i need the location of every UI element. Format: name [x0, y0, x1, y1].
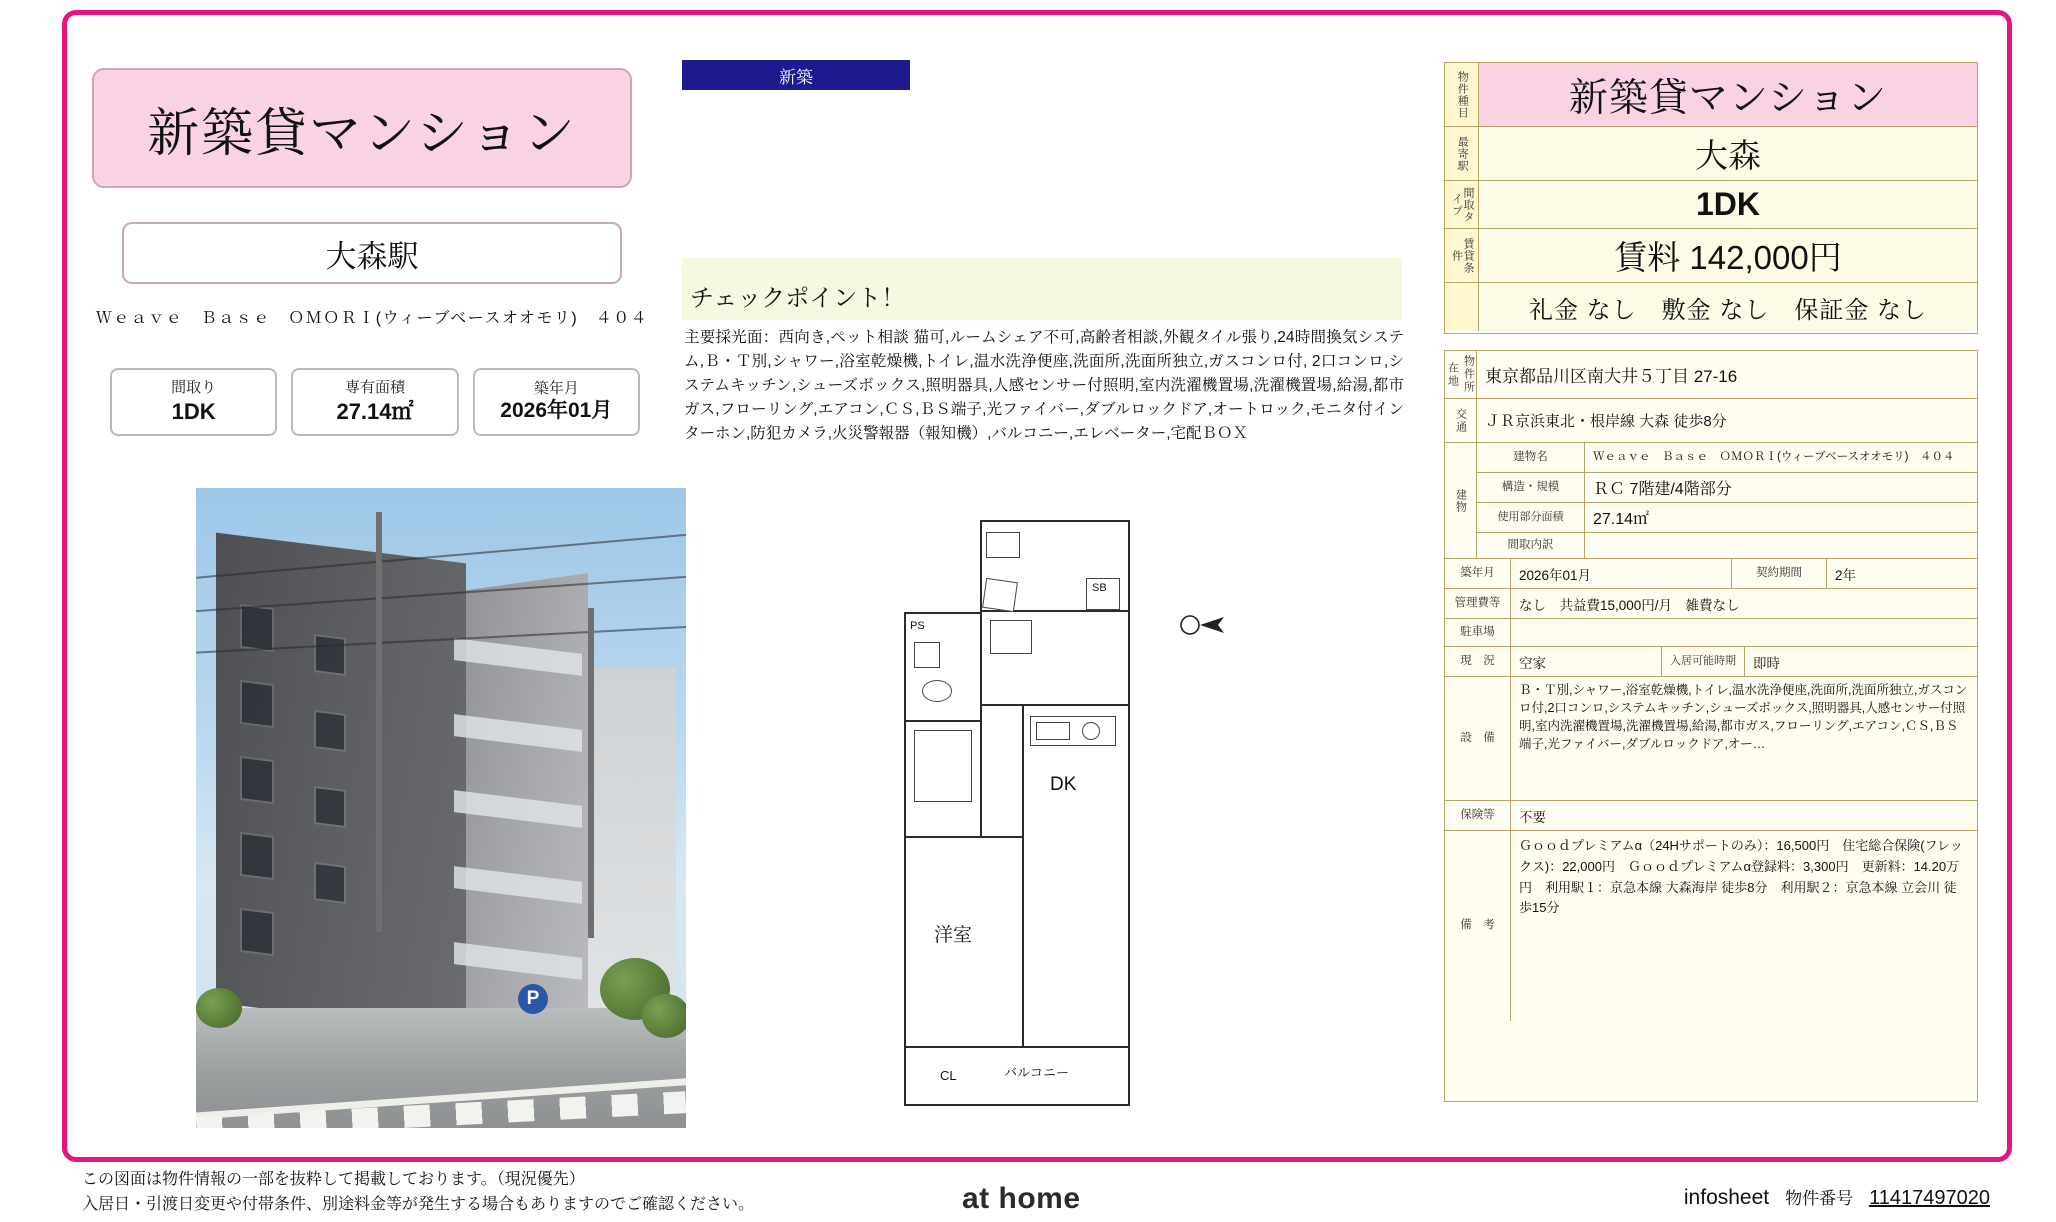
floorplan-toilet: [986, 532, 1020, 558]
floorplan-dk-zone: [1022, 704, 1130, 1048]
details-value-movein: 即時: [1753, 655, 1780, 671]
details-area-row: [1477, 503, 1977, 533]
summary-row-rent: [1445, 229, 1977, 283]
photo-window: [242, 606, 272, 650]
disclaimer: [82, 1168, 982, 1218]
compass-icon: [1174, 608, 1226, 642]
summary-value-type: 新築貸マンション: [1479, 63, 1977, 126]
summary-head-station: 最寄駅: [1445, 127, 1479, 180]
summary-table: [1444, 62, 1978, 334]
photo-window: [316, 864, 344, 901]
photo-window: [242, 758, 272, 802]
summary-row-layout: [1445, 181, 1977, 229]
checkpoint-body: 主要採光面：西向き,ペット相談 猫可,ルームシェア不可,高齢者相談,外観タイル張り,24時間換気システム,Ｂ・Ｔ別,シャワー,浴室乾燥機,トイレ,温水洗浄便座,洗面所,洗面所独立,ガスコンロ付, 2口コンロ,システムキッチン,シューズボックス,照明器具,人感センサー付照明,室内洗濯機置場,洗濯機置場,給湯,都市ガス,フローリング,エアコン,ＣＳ,ＢＳ端子,光ファイバー,ダブルロックドア,オートロック,モニタ付インターホン,防犯カメラ,火災警報器（報知機）,バルコニー,エレベーター,宅配ＢＯＸ: [684, 329, 1404, 443]
details-value-address: 東京都品川区南大井５丁目 27-16: [1485, 367, 1738, 386]
details-head-address: 物件所在地: [1445, 351, 1477, 398]
floorplan-entry-door: [982, 578, 1018, 612]
new-construction-tag: 新築: [682, 60, 910, 90]
details-label-building-name: 建物名: [1477, 443, 1585, 472]
summary-row-station: [1445, 127, 1977, 181]
photo-window: [242, 910, 272, 954]
photo-window: [242, 834, 272, 878]
details-label-status: 現 況: [1445, 647, 1511, 676]
details-value-access: ＪＲ京浜東北・根岸線 大森 徒歩8分: [1485, 413, 1727, 430]
station-badge: [122, 222, 622, 284]
spec-layout-label: 間取り: [171, 378, 217, 396]
photo-utility-pole: [376, 512, 382, 932]
floorplan-mark-ps: PS: [910, 620, 925, 632]
details-value-insurance: 不要: [1519, 809, 1546, 825]
spec-area-label: 専有面積: [344, 378, 405, 396]
details-label-parking: 駐車場: [1445, 619, 1511, 646]
station-label: 大森駅: [325, 238, 419, 274]
details-value-fees: なし 共益費15,000円/月 雑費なし: [1519, 597, 1740, 613]
details-layout-breakdown-row: [1477, 533, 1977, 559]
details-value-status: 空家: [1519, 655, 1546, 671]
photo-window: [242, 682, 272, 726]
details-label-built: 築年月: [1445, 559, 1511, 588]
details-row-building: [1445, 443, 1977, 559]
floorplan-sink: [1036, 722, 1070, 740]
details-structure-row: [1477, 473, 1977, 503]
details-value-built: 2026年01月: [1519, 567, 1592, 583]
building-name-left: Ｗｅａｖｅ Ｂａｓｅ ＯＭＯＲＩ(ウィーブベースオオモリ) ４０４: [95, 310, 649, 327]
details-label-equipment: 設 備: [1445, 677, 1511, 800]
property-number-label: 物件番号: [1785, 1189, 1854, 1208]
summary-head-layout: 間取タイプ: [1445, 181, 1479, 228]
athome-logo: [962, 1182, 1081, 1216]
infosheet-label: infosheet: [1683, 1186, 1770, 1209]
spec-layout-value: 1DK: [171, 398, 216, 424]
details-label-movein: 入居可能時期: [1661, 647, 1745, 676]
details-row-insurance: [1445, 801, 1977, 831]
details-value-remarks: Ｇｏｏｄプレミアムα（24Hサポートのみ）：16,500円 住宅総合保険(フレックス)：22,000円 Ｇｏｏｄプレミアムα登録料：3,300円 更新料：14.20万円 利用駅１：京急本線 大森海岸 徒歩8分 利用駅２：京急本線 立会川 徒歩15分: [1519, 838, 1963, 916]
details-value-area: 27.14㎡: [1593, 511, 1650, 528]
summary-value-rent: 賃料 142,000円: [1479, 229, 1977, 282]
details-row-access: [1445, 399, 1977, 443]
photo-tree: [196, 988, 242, 1028]
building-exterior-photo: [196, 488, 686, 1128]
photo-utility-pole: [588, 608, 594, 938]
disclaimer-line-1: この図面は物件情報の一部を抜粋して掲載しております。（現況優先）: [82, 1171, 585, 1188]
details-label-layout-breakdown: 間取内訳: [1477, 533, 1585, 559]
floorplan-label-balcony: バルコニー: [1004, 1065, 1070, 1080]
details-row-parking: [1445, 619, 1977, 647]
floorplan-mark-cl: CL: [940, 1068, 957, 1083]
photo-window: [316, 712, 344, 749]
summary-head-type: 物件種目: [1445, 63, 1479, 126]
disclaimer-line-2: 入居日・引渡日変更や付帯条件、別途料金等が発生する場合もありますのでご確認ください。: [82, 1195, 755, 1213]
summary-value-deposit: 礼金 なし 敷金 なし 保証金 なし: [1479, 283, 1977, 331]
floorplan-bathtub: [914, 730, 972, 802]
details-row-fees: [1445, 589, 1977, 619]
photo-window: [316, 788, 344, 825]
property-number-value: 11417497020: [1869, 1187, 1990, 1209]
summary-value-station: 大森: [1479, 127, 1977, 180]
property-type-label: 新築貸マンション: [147, 104, 577, 163]
floorplan-washbasin: [922, 680, 952, 702]
details-value-parking: [1511, 619, 1977, 646]
details-label-fees: 管理費等: [1445, 589, 1511, 618]
floorplan-mark-sb: SB: [1092, 582, 1107, 594]
details-label-contract: 契約期間: [1731, 559, 1827, 588]
details-row-remarks: [1445, 831, 1977, 1021]
details-row-equipment: [1445, 677, 1977, 801]
infosheet-footer: [1684, 1184, 1990, 1210]
photo-tree: [642, 994, 686, 1038]
checkpoint-title: チェックポイント！: [690, 285, 906, 312]
spec-area-value: 27.14㎡: [336, 398, 414, 424]
details-table: [1444, 350, 1978, 1102]
details-value-layout-breakdown: [1585, 533, 1977, 559]
summary-row-type: [1445, 63, 1977, 127]
floorplan-washer-space: [990, 620, 1032, 654]
details-row-address: [1445, 351, 1977, 399]
summary-value-layout: 1DK: [1479, 181, 1977, 228]
details-row-built: [1445, 559, 1977, 589]
spec-summary-row: [110, 368, 640, 436]
floorplan-label-dk: DK: [1050, 774, 1077, 795]
summary-head-deposit: [1445, 283, 1479, 331]
summary-head-rent: 賃貸条件: [1445, 229, 1479, 282]
details-head-building: 建物: [1445, 443, 1477, 558]
spec-built-label: 築年月: [533, 379, 579, 397]
athome-logo-text: at home: [962, 1182, 1081, 1215]
details-head-access: 交通: [1445, 399, 1477, 442]
details-building-name-row: [1477, 443, 1977, 473]
details-row-status: [1445, 647, 1977, 677]
spec-layout: [110, 368, 277, 436]
details-value-structure: ＲＣ 7階建/4階部分: [1593, 481, 1732, 498]
details-value-contract: 2年: [1835, 567, 1857, 583]
details-label-insurance: 保険等: [1445, 801, 1511, 830]
floorplan-label-room: 洋室: [934, 925, 973, 946]
photo-window: [316, 636, 344, 673]
spec-built: [473, 368, 640, 436]
spec-built-value: 2026年01月: [500, 399, 613, 423]
property-type-title: [92, 68, 632, 188]
floorplan-pipe-space: [914, 642, 940, 668]
details-label-remarks: 備 考: [1445, 831, 1511, 1021]
spec-area: [291, 368, 458, 436]
details-value-building-name: Ｗｅａｖｅ Ｂａｓｅ ＯＭＯＲＩ(ウィーブベースオオモリ) ４０４: [1593, 450, 1955, 463]
floorplan-stove: [1082, 722, 1100, 740]
floorplan-diagram: [900, 520, 1230, 1120]
summary-row-deposit: [1445, 283, 1977, 331]
details-label-area: 使用部分面積: [1477, 503, 1585, 532]
details-value-equipment: Ｂ・Ｔ別,シャワー,浴室乾燥機,トイレ,温水洗浄便座,洗面所,洗面所独立,ガスコンロ付,2口コンロ,システムキッチン,シューズボックス,照明器具,人感センサー付照明,室内洗濯機置場,洗濯機置場,給湯,都市ガス,フローリング,エアコン,ＣＳ,ＢＳ端子,光ファイバー,ダブルロックドア,オー…: [1519, 683, 1968, 752]
details-label-structure: 構造・規模: [1477, 473, 1585, 502]
photo-parking-sign: P: [518, 984, 548, 1014]
